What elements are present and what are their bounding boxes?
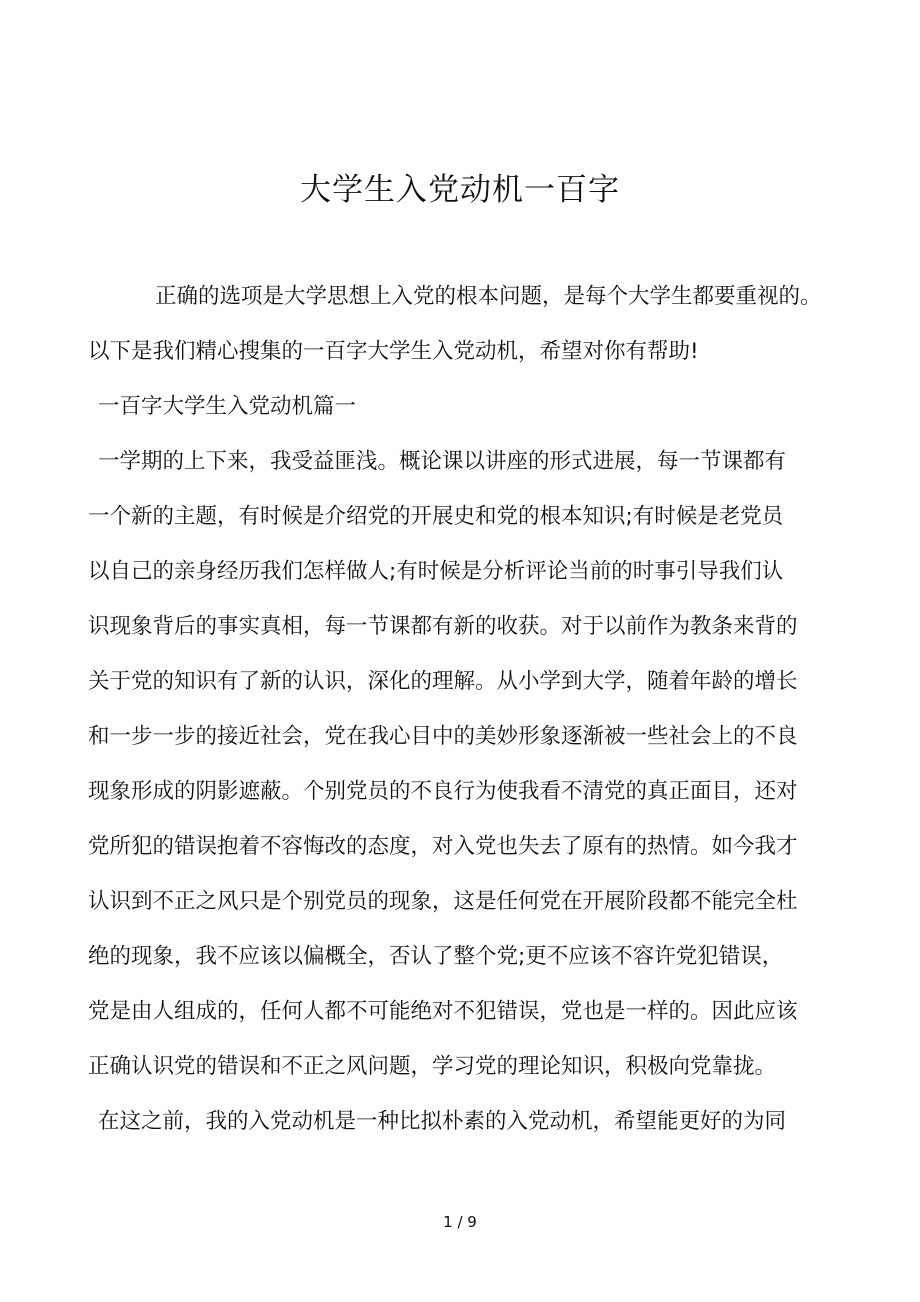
paragraph-line: 以下是我们精心搜集的一百字大学生入党动机，希望对你有帮助! [88,339,699,364]
paragraph-line: 现象形成的阴影遮蔽。个别党员的不良行为使我看不清党的真正面目，还对 [88,779,798,804]
paragraph-line: 认识到不正之风只是个别党员的现象，这是任何党在开展阶段都不能完全杜 [88,889,798,914]
page-indicator: 1 / 9 [443,1213,477,1231]
paragraph-line: 党是由人组成的，任何人都不可能绝对不犯错误，党也是一样的。因此应该 [88,999,798,1024]
paragraph-line: 关于党的知识有了新的认识，深化的理解。从小学到大学，随着年龄的增长 [88,669,798,694]
section-heading: 一百字大学生入党动机篇一 [98,394,357,419]
paragraph-line: 一个新的主题，有时候是介绍党的开展史和党的根本知识;有时候是老党员 [88,504,784,529]
paragraph-line: 正确的选项是大学思想上入党的根本问题，是每个大学生都要重视的。 [155,284,822,309]
document-title: 大学生入党动机一百字 [300,172,620,208]
paragraph-line: 在这之前，我的入党动机是一种比拟朴素的入党动机，希望能更好的为同 [98,1109,787,1134]
paragraph-line: 识现象背后的事实真相，每一节课都有新的收获。对于以前作为教条来背的 [88,614,798,639]
paragraph-line: 以自己的亲身经历我们怎样做人;有时候是分析评论当前的时事引导我们认 [88,559,784,584]
paragraph-line: 和一步一步的接近社会，党在我心目中的美妙形象逐渐被一些社会上的不良 [88,724,798,749]
paragraph-line: 绝的现象，我不应该以偏概全，否认了整个党;更不应该不容许党犯错误， [88,944,784,969]
paragraph-line: 党所犯的错误抱着不容悔改的态度，对入党也失去了原有的热情。如今我才 [88,834,798,859]
paragraph-line: 一学期的上下来，我受益匪浅。概论课以讲座的形式进展，每一节课都有 [98,449,787,474]
paragraph-line: 正确认识党的错误和不正之风问题，学习党的理论知识，积极向党靠拢。 [88,1054,777,1079]
